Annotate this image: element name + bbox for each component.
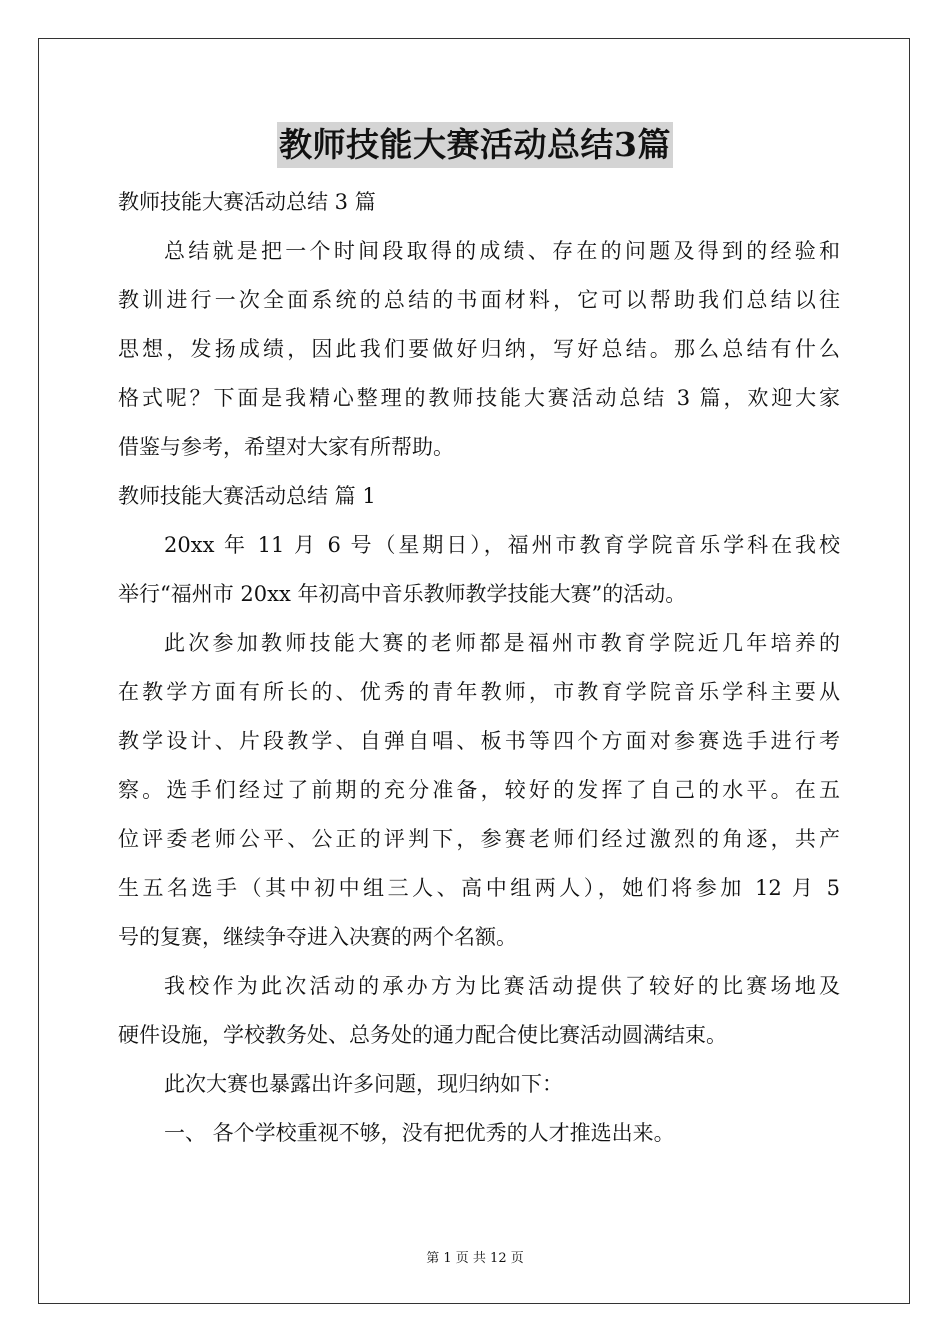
body-line: 生五名选手（其中初中组三人、高中组两人），她们将参加 12 月 5 [118,876,840,900]
body-line: 20xx 年 11 月 6 号（星期日），福州市教育学院音乐学科在我校 [164,533,840,557]
body-line: 此次大赛也暴露出许多问题，现归纳如下： [164,1072,563,1096]
body-line: 教学设计、片段教学、自弹自唱、板书等四个方面对参赛选手进行考 [118,729,840,753]
body-line: 察。选手们经过了前期的充分准备，较好的发挥了自己的水平。在五 [118,778,840,802]
body-line: 思想，发扬成绩，因此我们要做好归纳，写好总结。那么总结有什么 [118,337,840,361]
body-line: 硬件设施，学校教务处、总务处的通力配合使比赛活动圆满结束。 [118,1023,727,1047]
section-heading: 教师技能大赛活动总结 篇 1 [118,484,376,508]
body-line: 此次参加教师技能大赛的老师都是福州市教育学院近几年培养的 [164,631,840,655]
body-line: 教师技能大赛活动总结 3 篇 [118,190,376,214]
page-number: 第 1 页 共 12 页 [426,1251,524,1266]
body-line: 教训进行一次全面系统的总结的书面材料，它可以帮助我们总结以往 [118,288,840,312]
body-line: 总结就是把一个时间段取得的成绩、存在的问题及得到的经验和 [164,239,840,263]
document-title: 教师技能大赛活动总结3篇 [277,122,673,168]
body-line: 借鉴与参考，希望对大家有所帮助。 [118,435,454,459]
body-line: 格式呢？下面是我精心整理的教师技能大赛活动总结 3 篇，欢迎大家 [118,386,840,410]
body-line: 号的复赛，继续争夺进入决赛的两个名额。 [118,925,517,949]
list-item: 一、 各个学校重视不够，没有把优秀的人才推选出来。 [164,1121,675,1145]
body-line: 在教学方面有所长的、优秀的青年教师，市教育学院音乐学科主要从 [118,680,840,704]
body-line: 举行“福州市 20xx 年初高中音乐教师教学技能大赛”的活动。 [118,582,687,606]
body-line: 我校作为此次活动的承办方为比赛活动提供了较好的比赛场地及 [164,974,840,998]
document-body [118,178,840,1158]
title-container [0,122,950,168]
body-line: 位评委老师公平、公正的评判下，参赛老师们经过激烈的角逐，共产 [118,827,840,851]
